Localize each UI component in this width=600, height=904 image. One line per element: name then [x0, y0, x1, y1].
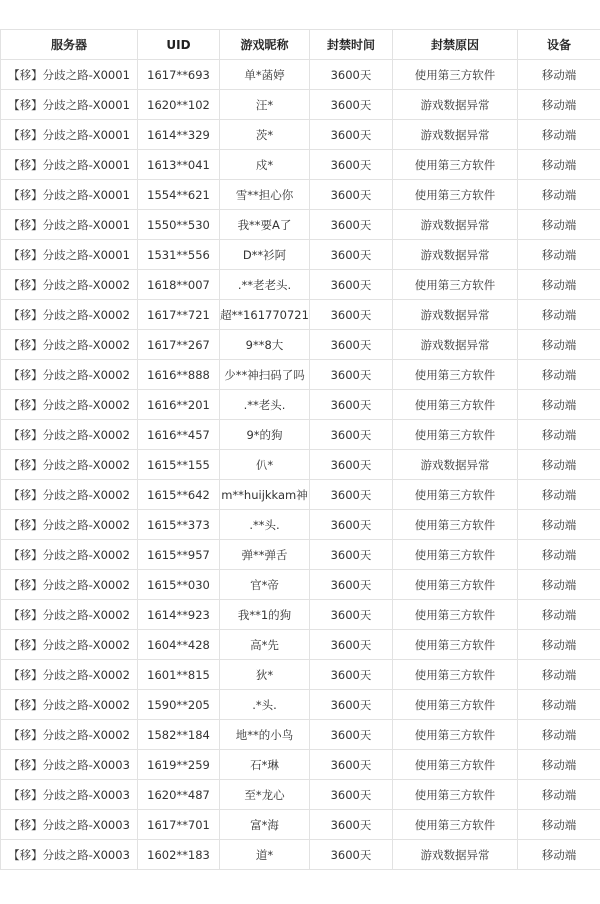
cell-ban-reason: 使用第三方软件: [393, 750, 518, 780]
cell-uid: 1615**155: [138, 450, 220, 480]
table-row: [1, 390, 600, 420]
cell-ban-duration: 3600天: [310, 690, 393, 720]
cell-ban-reason: 使用第三方软件: [393, 420, 518, 450]
cell-uid: 1617**701: [138, 810, 220, 840]
cell-uid: 1590**205: [138, 690, 220, 720]
cell-ban-reason: 游戏数据异常: [393, 450, 518, 480]
cell-uid: 1619**259: [138, 750, 220, 780]
cell-device: 移动端: [518, 780, 600, 810]
cell-nickname: 高*先: [220, 630, 310, 660]
cell-nickname: 地**的小鸟: [220, 720, 310, 750]
cell-ban-duration: 3600天: [310, 510, 393, 540]
cell-ban-duration: 3600天: [310, 420, 393, 450]
table-row: [1, 660, 600, 690]
cell-server: 【移】分歧之路-X0002: [1, 360, 138, 390]
table-row: [1, 750, 600, 780]
header-row: [1, 30, 600, 60]
cell-device: 移动端: [518, 570, 600, 600]
cell-uid: 1531**556: [138, 240, 220, 270]
cell-ban-reason: 游戏数据异常: [393, 240, 518, 270]
cell-server: 【移】分歧之路-X0002: [1, 630, 138, 660]
table-body: [1, 60, 600, 870]
cell-device: 移动端: [518, 270, 600, 300]
cell-ban-duration: 3600天: [310, 120, 393, 150]
cell-device: 移动端: [518, 480, 600, 510]
table-row: [1, 90, 600, 120]
table-row: [1, 150, 600, 180]
cell-server: 【移】分歧之路-X0002: [1, 270, 138, 300]
cell-uid: 1554**621: [138, 180, 220, 210]
cell-nickname: 超**161770721: [220, 300, 310, 330]
cell-nickname: 少**神扫码了吗: [220, 360, 310, 390]
table-row: [1, 420, 600, 450]
cell-ban-reason: 使用第三方软件: [393, 810, 518, 840]
cell-uid: 1616**888: [138, 360, 220, 390]
cell-device: 移动端: [518, 540, 600, 570]
cell-uid: 1617**693: [138, 60, 220, 90]
cell-device: 移动端: [518, 450, 600, 480]
cell-uid: 1614**329: [138, 120, 220, 150]
cell-ban-duration: 3600天: [310, 540, 393, 570]
cell-ban-reason: 使用第三方软件: [393, 720, 518, 750]
cell-ban-reason: 使用第三方软件: [393, 780, 518, 810]
table-row: [1, 240, 600, 270]
cell-ban-duration: 3600天: [310, 480, 393, 510]
cell-ban-reason: 使用第三方软件: [393, 570, 518, 600]
cell-server: 【移】分歧之路-X0002: [1, 450, 138, 480]
header-device: 设备: [518, 30, 600, 60]
table-row: [1, 330, 600, 360]
cell-server: 【移】分歧之路-X0001: [1, 210, 138, 240]
header-nickname: 游戏昵称: [220, 30, 310, 60]
cell-nickname: .*头.: [220, 690, 310, 720]
cell-nickname: 狄*: [220, 660, 310, 690]
cell-nickname: 我**1的狗: [220, 600, 310, 630]
cell-ban-duration: 3600天: [310, 750, 393, 780]
cell-ban-duration: 3600天: [310, 630, 393, 660]
cell-uid: 1620**487: [138, 780, 220, 810]
cell-uid: 1616**201: [138, 390, 220, 420]
cell-ban-reason: 使用第三方软件: [393, 690, 518, 720]
cell-device: 移动端: [518, 660, 600, 690]
cell-server: 【移】分歧之路-X0002: [1, 570, 138, 600]
cell-nickname: D**衫阿: [220, 240, 310, 270]
cell-uid: 1613**041: [138, 150, 220, 180]
cell-uid: 1615**030: [138, 570, 220, 600]
table-row: [1, 630, 600, 660]
cell-nickname: 至*龙心: [220, 780, 310, 810]
cell-uid: 1601**815: [138, 660, 220, 690]
cell-server: 【移】分歧之路-X0001: [1, 240, 138, 270]
cell-ban-reason: 游戏数据异常: [393, 840, 518, 870]
cell-nickname: m**huijkkam神: [220, 480, 310, 510]
cell-device: 移动端: [518, 360, 600, 390]
cell-ban-reason: 使用第三方软件: [393, 630, 518, 660]
cell-nickname: 道*: [220, 840, 310, 870]
table-row: [1, 60, 600, 90]
cell-device: 移动端: [518, 810, 600, 840]
cell-device: 移动端: [518, 840, 600, 870]
cell-ban-duration: 3600天: [310, 210, 393, 240]
table-row: [1, 570, 600, 600]
cell-ban-duration: 3600天: [310, 150, 393, 180]
cell-nickname: 富*海: [220, 810, 310, 840]
cell-ban-duration: 3600天: [310, 360, 393, 390]
cell-device: 移动端: [518, 720, 600, 750]
cell-nickname: 9**8大: [220, 330, 310, 360]
cell-uid: 1615**957: [138, 540, 220, 570]
cell-server: 【移】分歧之路-X0003: [1, 750, 138, 780]
cell-ban-duration: 3600天: [310, 180, 393, 210]
cell-uid: 1602**183: [138, 840, 220, 870]
cell-ban-reason: 使用第三方软件: [393, 360, 518, 390]
cell-uid: 1615**373: [138, 510, 220, 540]
cell-device: 移动端: [518, 330, 600, 360]
cell-device: 移动端: [518, 690, 600, 720]
cell-ban-duration: 3600天: [310, 390, 393, 420]
cell-nickname: 茨*: [220, 120, 310, 150]
cell-ban-duration: 3600天: [310, 840, 393, 870]
cell-server: 【移】分歧之路-X0002: [1, 330, 138, 360]
cell-ban-reason: 使用第三方软件: [393, 540, 518, 570]
table-header: [1, 30, 600, 60]
cell-ban-reason: 游戏数据异常: [393, 120, 518, 150]
cell-uid: 1616**457: [138, 420, 220, 450]
table-row: [1, 540, 600, 570]
cell-nickname: 9*的狗: [220, 420, 310, 450]
cell-server: 【移】分歧之路-X0002: [1, 480, 138, 510]
cell-nickname: 石*琳: [220, 750, 310, 780]
cell-server: 【移】分歧之路-X0002: [1, 600, 138, 630]
table-row: [1, 360, 600, 390]
cell-ban-duration: 3600天: [310, 270, 393, 300]
cell-device: 移动端: [518, 180, 600, 210]
cell-server: 【移】分歧之路-X0003: [1, 810, 138, 840]
cell-ban-reason: 使用第三方软件: [393, 60, 518, 90]
cell-ban-reason: 使用第三方软件: [393, 510, 518, 540]
table-row: [1, 210, 600, 240]
table-row: [1, 270, 600, 300]
cell-nickname: 官*帝: [220, 570, 310, 600]
cell-ban-duration: 3600天: [310, 300, 393, 330]
cell-nickname: 弹**弹舌: [220, 540, 310, 570]
cell-ban-reason: 游戏数据异常: [393, 90, 518, 120]
cell-ban-duration: 3600天: [310, 660, 393, 690]
cell-uid: 1550**530: [138, 210, 220, 240]
cell-nickname: 雪**担心你: [220, 180, 310, 210]
cell-ban-duration: 3600天: [310, 810, 393, 840]
cell-ban-duration: 3600天: [310, 780, 393, 810]
cell-nickname: 仈*: [220, 450, 310, 480]
cell-server: 【移】分歧之路-X0001: [1, 180, 138, 210]
cell-ban-duration: 3600天: [310, 570, 393, 600]
cell-ban-reason: 使用第三方软件: [393, 660, 518, 690]
ban-list-table: [0, 29, 600, 870]
cell-ban-reason: 使用第三方软件: [393, 270, 518, 300]
cell-nickname: .**老老头.: [220, 270, 310, 300]
cell-device: 移动端: [518, 420, 600, 450]
cell-nickname: 汪*: [220, 90, 310, 120]
cell-server: 【移】分歧之路-X0003: [1, 780, 138, 810]
table-row: [1, 690, 600, 720]
cell-server: 【移】分歧之路-X0001: [1, 60, 138, 90]
table-row: [1, 510, 600, 540]
cell-uid: 1604**428: [138, 630, 220, 660]
cell-uid: 1618**007: [138, 270, 220, 300]
cell-device: 移动端: [518, 750, 600, 780]
cell-server: 【移】分歧之路-X0002: [1, 300, 138, 330]
header-ban-duration: 封禁时间: [310, 30, 393, 60]
header-ban-reason: 封禁原因: [393, 30, 518, 60]
cell-server: 【移】分歧之路-X0002: [1, 510, 138, 540]
cell-server: 【移】分歧之路-X0002: [1, 660, 138, 690]
cell-ban-reason: 使用第三方软件: [393, 390, 518, 420]
cell-device: 移动端: [518, 240, 600, 270]
cell-ban-reason: 游戏数据异常: [393, 330, 518, 360]
cell-server: 【移】分歧之路-X0002: [1, 720, 138, 750]
cell-server: 【移】分歧之路-X0002: [1, 540, 138, 570]
cell-ban-reason: 游戏数据异常: [393, 210, 518, 240]
cell-nickname: .**头.: [220, 510, 310, 540]
cell-server: 【移】分歧之路-X0001: [1, 120, 138, 150]
table-row: [1, 300, 600, 330]
table-row: [1, 450, 600, 480]
table-row: [1, 180, 600, 210]
cell-device: 移动端: [518, 210, 600, 240]
cell-server: 【移】分歧之路-X0003: [1, 840, 138, 870]
cell-ban-duration: 3600天: [310, 240, 393, 270]
cell-server: 【移】分歧之路-X0002: [1, 690, 138, 720]
cell-server: 【移】分歧之路-X0001: [1, 90, 138, 120]
cell-server: 【移】分歧之路-X0002: [1, 390, 138, 420]
cell-ban-reason: 使用第三方软件: [393, 600, 518, 630]
cell-server: 【移】分歧之路-X0002: [1, 420, 138, 450]
table-row: [1, 810, 600, 840]
cell-server: 【移】分歧之路-X0001: [1, 150, 138, 180]
cell-ban-reason: 使用第三方软件: [393, 180, 518, 210]
cell-device: 移动端: [518, 120, 600, 150]
cell-ban-duration: 3600天: [310, 90, 393, 120]
cell-device: 移动端: [518, 300, 600, 330]
table-row: [1, 120, 600, 150]
cell-nickname: .**老头.: [220, 390, 310, 420]
cell-nickname: 单*菡婷: [220, 60, 310, 90]
table-row: [1, 780, 600, 810]
table-row: [1, 720, 600, 750]
cell-ban-reason: 游戏数据异常: [393, 300, 518, 330]
cell-ban-duration: 3600天: [310, 330, 393, 360]
cell-ban-duration: 3600天: [310, 450, 393, 480]
cell-uid: 1582**184: [138, 720, 220, 750]
cell-uid: 1614**923: [138, 600, 220, 630]
cell-ban-duration: 3600天: [310, 600, 393, 630]
cell-nickname: 戍*: [220, 150, 310, 180]
cell-uid: 1617**267: [138, 330, 220, 360]
ban-list-container: [0, 29, 600, 870]
cell-uid: 1620**102: [138, 90, 220, 120]
cell-ban-reason: 使用第三方软件: [393, 480, 518, 510]
cell-device: 移动端: [518, 510, 600, 540]
cell-ban-duration: 3600天: [310, 60, 393, 90]
cell-ban-reason: 使用第三方软件: [393, 150, 518, 180]
cell-device: 移动端: [518, 60, 600, 90]
header-uid: UID: [138, 30, 220, 60]
header-server: 服务器: [1, 30, 138, 60]
cell-device: 移动端: [518, 600, 600, 630]
cell-device: 移动端: [518, 90, 600, 120]
cell-uid: 1617**721: [138, 300, 220, 330]
cell-device: 移动端: [518, 630, 600, 660]
cell-device: 移动端: [518, 390, 600, 420]
table-row: [1, 840, 600, 870]
table-row: [1, 600, 600, 630]
cell-device: 移动端: [518, 150, 600, 180]
cell-nickname: 我**要A了: [220, 210, 310, 240]
cell-uid: 1615**642: [138, 480, 220, 510]
cell-ban-duration: 3600天: [310, 720, 393, 750]
table-row: [1, 480, 600, 510]
